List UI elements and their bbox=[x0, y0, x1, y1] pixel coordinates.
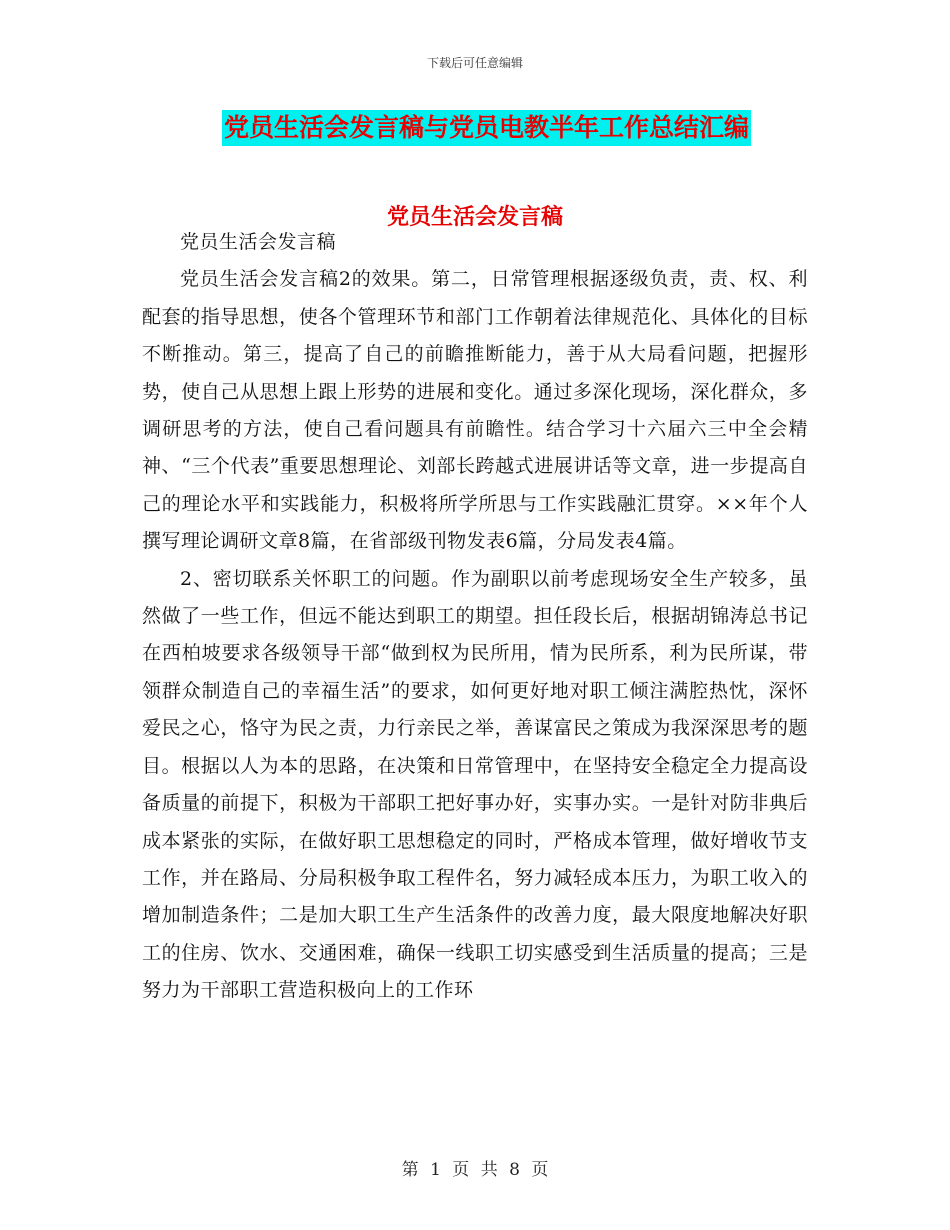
paragraph-heading: 党员生活会发言稿 bbox=[180, 231, 337, 253]
body-text bbox=[142, 224, 808, 1010]
page-footer: 第 1 页 共 8 页 bbox=[401, 1160, 549, 1180]
paragraph-1: 党员生活会发言稿2的效果。第二，日常管理根据逐级负责，责、权、利配套的指导思想，使各个管理环节和部门工作朝着法律规范化、具体化的目标不断推动。第三，提高了自己的前瞻推断能力，善于从大局看问题，把握形势，使自己从思想上跟上形势的进展和变化。通过多深化现场，深化群众，多调研思考的方法，使自己看问题具有前瞻性。结合学习十六届六三中全会精神、“三个代表”重要思想理论、刘部长跨越式进展讲话等文章，进一步提高自己的理论水平和实践能力，积极将所学所思与工作实践融汇贯穿。××年个人撰写理论调研文章8篇，在省部级刊物发表6篇，分局发表4篇。 bbox=[142, 268, 808, 553]
header-note: 下载后可任意编辑 bbox=[426, 56, 523, 70]
section-title: 党员生活会发言稿 bbox=[386, 205, 563, 230]
document-title: 党员生活会发言稿与党员电教半年工作总结汇编 bbox=[222, 110, 751, 146]
paragraph-2: 2、密切联系关怀职工的问题。作为副职以前考虑现场安全生产较多，虽然做了一些工作，但远不能达到职工的期望。担任段长后，根据胡锦涛总书记在西柏坡要求各级领导干部“做到权为民所用，情为民所系，利为民所谋，带领群众制造自己的幸福生活”的要求，如何更好地对职工倾注满腔热忱，深怀爱民之心，恪守为民之责，力行亲民之举，善谋富民之策成为我深深思考的题目。根据以人为本的思路，在决策和日常管理中，在坚持安全稳定全力提高设备质量的前提下，积极为干部职工把好事办好，实事办实。一是针对防非典后成本紧张的实际，在做好职工思想稳定的同时，严格成本管理，做好增收节支工作，并在路局、分局积极争取工程件名，努力减轻成本压力，为职工收入的增加制造条件；二是加大职工生产生活条件的改善力度，最大限度地解决好职工的住房、饮水、交通困难，确保一线职工切实感受到生活质量的提高；三是努力为干部职工营造积极向上的工作环 bbox=[142, 567, 808, 1002]
